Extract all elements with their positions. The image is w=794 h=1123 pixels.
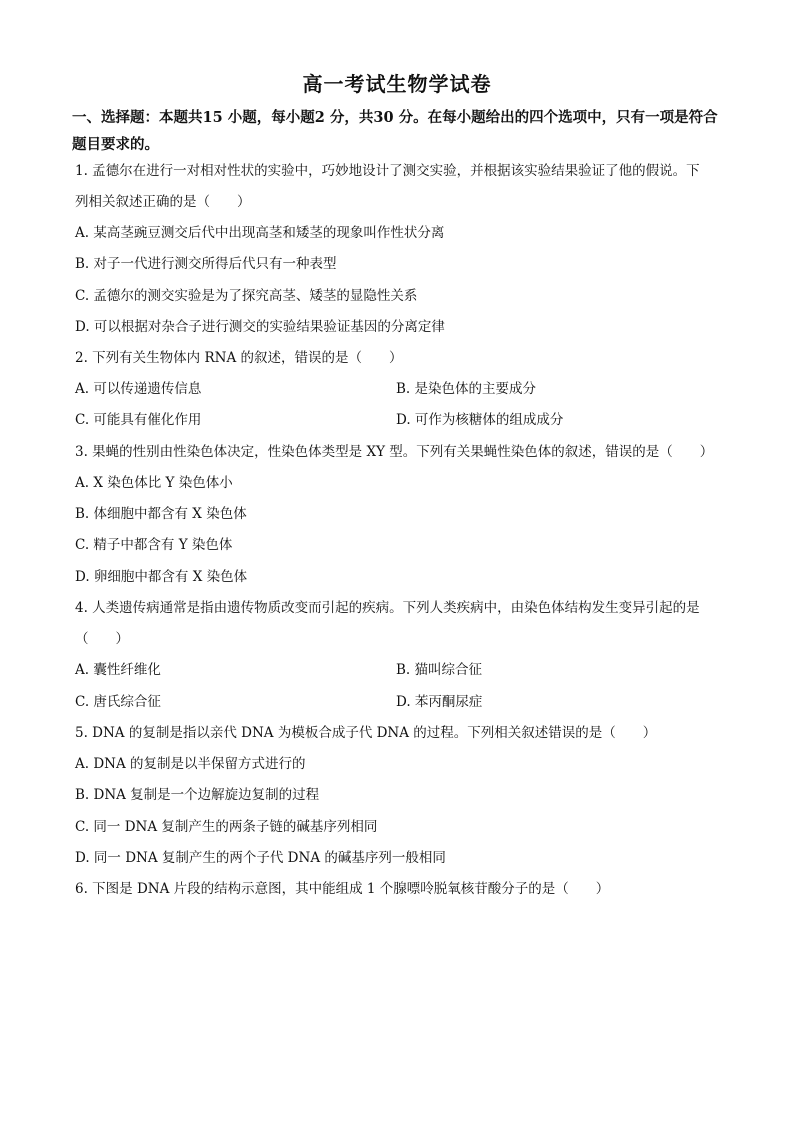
question-4-option-d: D. 苯丙酮尿症 [396, 694, 483, 710]
question-4-stem-line-1: 4. 人类遗传病通常是指由遗传物质改变而引起的疾病。下列人类疾病中，由染色体结构发生变异引起的是 [75, 600, 700, 616]
question-5-option-a: A. DNA 的复制是以半保留方式进行的 [75, 756, 306, 772]
question-1-option-d: D. 可以根据对杂合子进行测交的实验结果验证基因的分离定律 [75, 319, 445, 335]
question-2-option-a: A. 可以传递遗传信息 [75, 381, 202, 397]
question-1-stem-line-1: 1. 孟德尔在进行一对相对性状的实验中，巧妙地设计了测交实验，并根据该实验结果验证了他的假说。下 [75, 163, 700, 179]
question-2-stem: 2. 下列有关生物体内 RNA 的叙述，错误的是（ ） [75, 350, 403, 366]
question-2-option-c: C. 可能具有催化作用 [75, 412, 202, 428]
question-4-option-b: B. 猫叫综合征 [396, 662, 483, 678]
question-5-option-b: B. DNA 复制是一个边解旋边复制的过程 [75, 787, 320, 803]
question-5-option-c: C. 同一 DNA 复制产生的两条子链的碱基序列相同 [75, 819, 378, 835]
question-3-option-a: A. X 染色体比 Y 染色体小 [75, 475, 233, 491]
question-1-stem-line-2: 列相关叙述正确的是（ ） [75, 194, 251, 210]
question-3-option-c: C. 精子中都含有 Y 染色体 [75, 537, 233, 553]
question-1-option-a: A. 某高茎豌豆测交后代中出现高茎和矮茎的现象叫作性状分离 [75, 225, 445, 241]
question-5-stem: 5. DNA 的复制是指以亲代 DNA 为模板合成子代 DNA 的过程。下列相关叙述错误的是（ ） [75, 725, 657, 741]
question-1-option-c: C. 孟德尔的测交实验是为了探究高茎、矮茎的显隐性关系 [75, 288, 418, 304]
question-5-option-d: D. 同一 DNA 复制产生的两个子代 DNA 的碱基序列一般相同 [75, 850, 446, 866]
question-6-stem: 6. 下图是 DNA 片段的结构示意图，其中能组成 1 个腺嘌呤脱氧核苷酸分子的是（ ） [75, 881, 610, 897]
section-heading: 一、选择题：本题共15 小题，每小题2 分，共30 分。在每小题给出的四个选项中，只有一项是符合题目要求的。 [72, 109, 718, 153]
question-1-option-b: B. 对子一代进行测交所得后代只有一种表型 [75, 256, 337, 272]
question-4-stem-line-2: （ ） [75, 631, 129, 647]
question-3-option-d: D. 卵细胞中都含有 X 染色体 [75, 569, 248, 585]
page-title: 高一考试生物学试卷 [302, 72, 492, 96]
question-2-option-b: B. 是染色体的主要成分 [396, 381, 537, 397]
question-2-option-d: D. 可作为核糖体的组成成分 [396, 412, 564, 428]
question-3-option-b: B. 体细胞中都含有 X 染色体 [75, 506, 247, 522]
question-3-stem: 3. 果蝇的性别由性染色体决定，性染色体类型是 XY 型。下列有关果蝇性染色体的叙述，错误的是（ ） [75, 444, 714, 460]
question-4-option-c: C. 唐氏综合征 [75, 694, 161, 710]
question-4-option-a: A. 囊性纤维化 [75, 662, 161, 678]
